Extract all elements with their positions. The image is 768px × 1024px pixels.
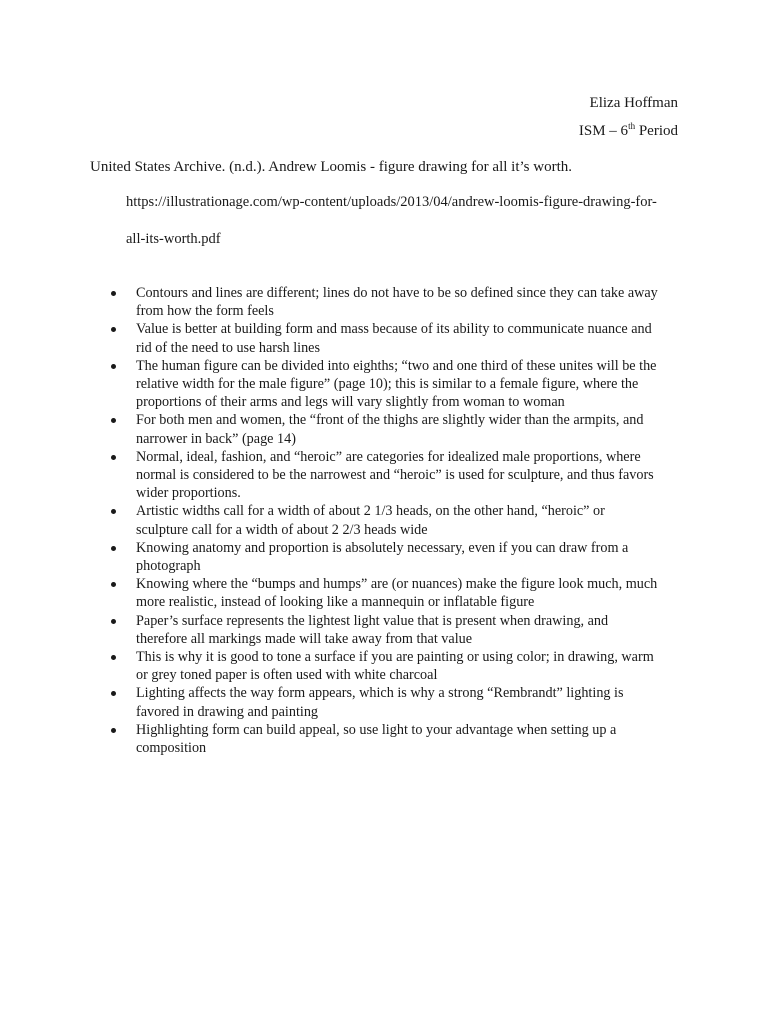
- note-text: Lighting affects the way form appears, which is why a strong “Rembrandt” lighting is favored in drawing and painting: [136, 685, 624, 720]
- bullet-icon: [111, 691, 116, 696]
- note-item: [90, 502, 660, 538]
- bullet-icon: [111, 327, 116, 332]
- note-item: [90, 320, 660, 356]
- note-text: Knowing anatomy and proportion is absolutely necessary, even if you can draw from a photograph: [136, 539, 629, 575]
- bullet-icon: [111, 619, 116, 624]
- bullet-icon: [111, 291, 116, 296]
- note-item: [90, 575, 660, 611]
- note-item: [90, 648, 660, 684]
- note-text: Contours and lines are different; lines do not have to be so defined since they can take away from how the form feels: [136, 285, 658, 320]
- class-period-suffix: Period: [635, 123, 678, 139]
- bullet-icon: [111, 455, 116, 460]
- class-period-ordinal: th: [628, 121, 636, 131]
- class-period: [579, 122, 678, 140]
- note-item: [90, 684, 660, 720]
- note-text: For both men and women, the “front of the thighs are slightly wider than the armpits, and narrower in back” (page 14): [136, 412, 644, 447]
- note-text: Knowing where the “bumps and humps” are (or nuances) make the figure look much, much more realistic, instead of looking like a mannequin or inflatable figure: [136, 576, 658, 611]
- class-period-prefix: ISM – 6: [578, 123, 629, 139]
- citation-text: United States Archive. (n.d.). Andrew Loomis - figure drawing for all it’s worth.: [90, 159, 572, 175]
- bullet-icon: [111, 364, 116, 369]
- bullet-icon: [111, 509, 116, 514]
- bullet-icon: [111, 728, 116, 733]
- citation-url-line-1: https://illustrationage.com/wp-content/uploads/2013/04/andrew-loomis-figure-drawing-for-: [126, 194, 657, 210]
- note-item: [90, 612, 660, 648]
- note-text: Artistic widths call for a width of about 2 1/3 heads, on the other hand, “heroic” or sculpture call for a width of about 2 2/3 heads wide: [136, 503, 605, 538]
- note-item: [90, 411, 660, 447]
- note-item: [90, 357, 660, 412]
- author-name: Eliza Hoffman: [589, 95, 678, 111]
- note-text: Value is better at building form and mass because of its ability to communicate nuance and rid of the need to use harsh lines: [136, 321, 652, 356]
- note-text: Highlighting form can build appeal, so use light to your advantage when setting up a composition: [136, 721, 617, 757]
- note-item: [90, 721, 660, 757]
- bullet-icon: [111, 418, 116, 423]
- note-item: [90, 448, 660, 503]
- note-item: [90, 539, 660, 575]
- notes-list: [90, 284, 660, 757]
- note-text: The human figure can be divided into eighths; “two and one third of these unites will be the relative width for the male figure” (page 10); this is similar to a female figure, where the proportions of their arms and legs will vary slightly from woman to woman: [136, 357, 657, 411]
- citation-url-line-2: all-its-worth.pdf: [126, 231, 221, 247]
- bullet-icon: [111, 582, 116, 587]
- note-text: Normal, ideal, fashion, and “heroic” are categories for idealized male proportions, where normal is considered to be the narrowest and “heroic” is used for sculpture, and thus favors wider proportions.: [136, 448, 654, 502]
- note-text: Paper’s surface represents the lightest light value that is present when drawing, and therefore all markings made will take away from that value: [136, 612, 609, 647]
- bullet-icon: [111, 655, 116, 660]
- note-text: This is why it is good to tone a surface if you are painting or using color; in drawing, warm or grey toned paper is often used with white charcoal: [136, 649, 654, 684]
- note-item: [90, 284, 660, 320]
- bullet-icon: [111, 546, 116, 551]
